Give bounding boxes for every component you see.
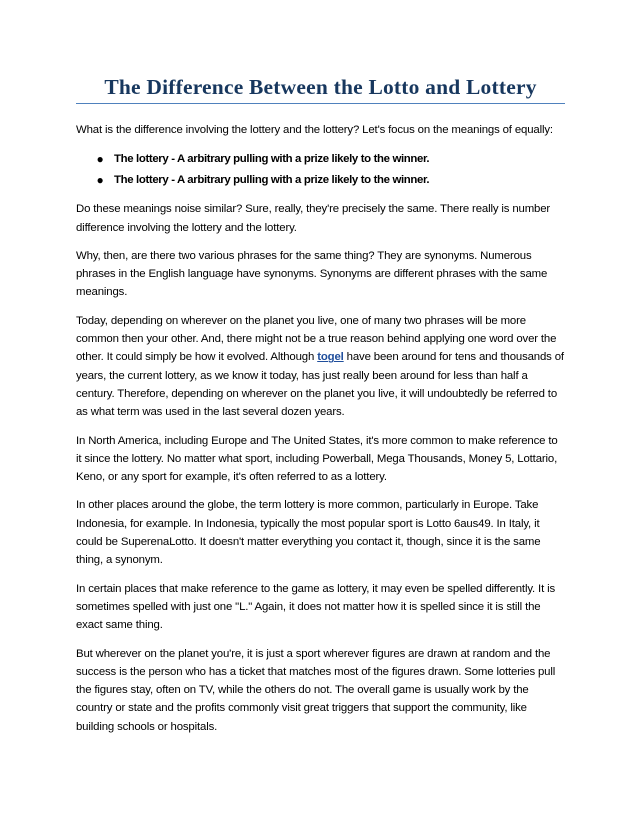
paragraph-5: In other places around the globe, the term lottery is more common, particularly in Europe. Take Indonesia, for example. In Indonesia, typically the most popular sport is Lotto 6aus49. In Italy, it could be SuperenaLotto. It doesn't matter everything you contact it, though, since it is the same thing, a synonym. [76, 499, 541, 567]
list-item-text: The lottery - A arbitrary pulling with a prize likely to the winner. [114, 153, 430, 166]
list-item-text: The lottery - A arbitrary pulling with a prize likely to the winner. [114, 174, 430, 187]
bullet-icon: ● [96, 173, 104, 188]
article-body [76, 121, 565, 746]
paragraph-1: Do these meanings noise similar? Sure, really, they're precisely the same. There really is number difference involving the lottery and the lottery. [76, 203, 551, 234]
togel-link[interactable]: togel [317, 351, 344, 364]
bullet-icon: ● [96, 152, 104, 167]
paragraph-4: In North America, including Europe and The United States, it's more common to make reference to it since the lottery. No matter what sport, including Powerball, Mega Thousands, Money 5, Lottario, Keno, or any sport for example, it's often referred to as a lottery. [76, 434, 558, 484]
paragraph-2: Why, then, are there two various phrases for the same thing? They are synonyms. Numerous phrases in the English language have synonyms. Synonyms are different phrases with the same meanings. [76, 249, 548, 299]
definition-list [76, 149, 565, 191]
intro-paragraph: What is the difference involving the lottery and the lottery? Let's focus on the meanings of equally: [76, 124, 553, 136]
paragraph-7: But wherever on the planet you're, it is just a sport wherever figures are drawn at random and the success is the person who has a ticket that matches most of the figures drawn. Some lotteries pull the figures stay, often on TV, while the others do not. The overall game is usually work by the country or state and the profits commonly visit great triggers that support the community, like building schools or hospitals. [76, 647, 556, 733]
page-title: The Difference Between the Lotto and Lottery [104, 75, 537, 99]
list-item [96, 149, 565, 170]
paragraph-3 [76, 312, 565, 422]
paragraph-3-end: have been around for tens and thousands of years, the current lottery, as we know it today, has just really been around for less than half a century. Therefore, depending on wherever on the planet you live, it will undoubtedly be referred to as what term was used in the last several dozen years. [76, 351, 564, 419]
list-item [96, 170, 565, 191]
paragraph-3-start: Today, depending on wherever on the planet you live, one of many two phrases will be more common then your other. And, there might not be a true reason behind applying one word over the other. It could simply be how it evolved. Although [76, 314, 557, 364]
title-underline [76, 103, 565, 104]
paragraph-6: In certain places that make reference to the game as lottery, it may even be spelled differently. It is sometimes spelled with just one "L." Again, it does not matter how it is spelled since it is still the exact same thing. [76, 582, 556, 632]
